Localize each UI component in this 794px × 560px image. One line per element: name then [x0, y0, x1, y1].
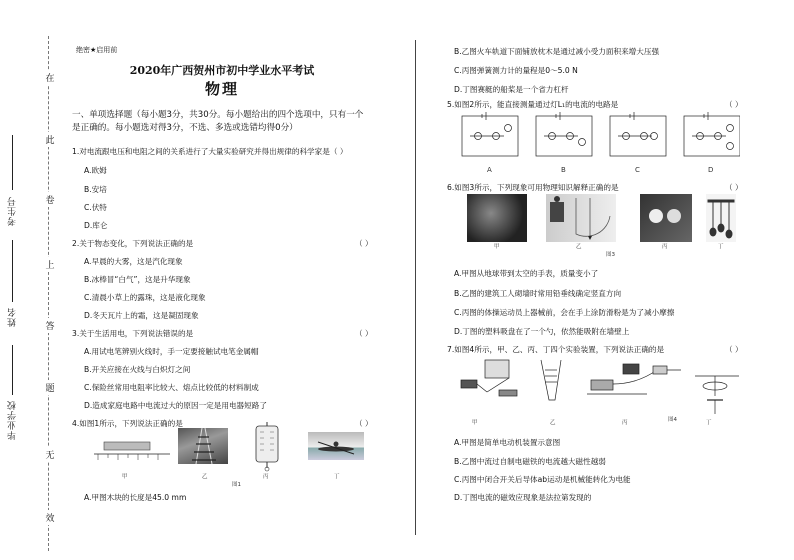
fig4-caption: 图4: [668, 417, 677, 423]
q6-option-b[interactable]: B.乙图的建筑工人砌墙时常用铅垂线确定竖直方向: [454, 289, 622, 298]
fill-line-name[interactable]: [12, 240, 13, 302]
label-school: 毕业学校: [8, 400, 18, 440]
q2-option-d[interactable]: D.冬天瓦片上的霜，这是凝固现象: [84, 311, 199, 320]
q2-option-c[interactable]: C.清晨小草上的露珠，这是液化现象: [84, 293, 206, 302]
q4-option-a[interactable]: A.甲图木块的长度是45.0 mm: [84, 493, 187, 502]
q1-option-b[interactable]: B.安培: [84, 185, 107, 194]
q3-option-a[interactable]: A.用试电笔辨别火线时，手一定要接触试电笔金属帽: [84, 347, 259, 356]
fig1-label-jia: 甲: [122, 474, 128, 480]
q7-option-c[interactable]: C.丙图中闭合开关后导体ab运动是机械能转化为电能: [454, 475, 631, 484]
fig1-label-ding: 丁: [334, 474, 340, 480]
fig1-rowing-photo: [308, 432, 364, 460]
q7-answer-blank[interactable]: （ ）: [725, 345, 743, 354]
q3-option-b[interactable]: B.开关应接在火线与白炽灯之间: [84, 365, 191, 374]
fig1-label-yi: 乙: [202, 474, 208, 480]
q7-stem: 7.如图4所示，甲、乙、丙、丁四个实验装置，下列说法正确的是: [447, 345, 665, 354]
seal-line: [48, 36, 49, 551]
q2-stem: 2.关于物态变化，下列说法正确的是: [72, 239, 194, 248]
fig1-ruler: [92, 430, 172, 470]
q3-option-c[interactable]: C.保险丝常用电阻率比较大、熔点比较低的材料制成: [84, 383, 259, 392]
label-name: 姓名: [8, 307, 18, 327]
fig3-label-yi: 乙: [576, 244, 582, 250]
fill-line-student-id[interactable]: [12, 135, 13, 190]
seal-char: 无: [44, 447, 56, 462]
fig3-label-bing: 丙: [662, 244, 668, 250]
q2-option-b[interactable]: B.冰棒冒“白气”，这是升华现象: [84, 275, 191, 284]
fig2-circuits: [460, 112, 740, 164]
fig4-label-yi: 乙: [550, 420, 556, 426]
q3-answer-blank[interactable]: （ ）: [355, 329, 373, 338]
binding-margin: [0, 0, 64, 560]
seal-char: 上: [44, 257, 56, 272]
q7-option-d[interactable]: D.丁图电流的磁效应现象是法拉第发现的: [454, 493, 592, 502]
q2-answer-blank[interactable]: （ ）: [355, 239, 373, 248]
seal-char: 此: [44, 132, 56, 147]
q4-option-c[interactable]: C.丙图弹簧测力计的量程是0～5.0 N: [454, 66, 578, 75]
q6-answer-blank[interactable]: （ ）: [725, 183, 743, 192]
fig3-plumb-line-photo: [546, 194, 616, 242]
q7-option-a[interactable]: A.甲图是简单电动机装置示意图: [454, 438, 561, 447]
fig1-railway-photo: [178, 428, 228, 464]
seal-char: 效: [44, 510, 56, 525]
column-divider: [415, 40, 416, 535]
q2-option-a[interactable]: A.早晨的大雾，这是汽化现象: [84, 257, 183, 266]
fig3-caption: 图3: [606, 252, 615, 258]
label-student-id: 考生号: [8, 196, 18, 226]
secret-label: 绝密★启用前: [76, 46, 118, 54]
q1-option-c[interactable]: C.伏特: [84, 203, 107, 212]
seal-char: 卷: [44, 192, 56, 207]
fig3-label-ding: 丁: [718, 244, 724, 250]
q5-stem: 5.如图2所示，能直接测量通过灯L₁的电流的电路是: [447, 100, 619, 109]
q7-option-b[interactable]: B.乙图中流过自制电磁铁的电流越大磁性越弱: [454, 457, 606, 466]
q4-option-d[interactable]: D.丁图赛艇的船桨是一个省力杠杆: [454, 85, 569, 94]
fig2-label-b: B: [561, 166, 566, 174]
fig3-astronaut-photo: [467, 194, 527, 242]
fig4-experiments: [457, 356, 742, 418]
fig3-label-jia: 甲: [494, 244, 500, 250]
fig3-gymnast-photo: [640, 194, 692, 242]
q6-option-c[interactable]: C.丙图的体操运动员上器械前，会在手上涂防滑粉是为了减小摩擦: [454, 308, 675, 317]
q1-option-d[interactable]: D.库仑: [84, 221, 108, 230]
fig1-caption: 图1: [232, 482, 241, 488]
fig3-suction-hooks: [706, 194, 736, 242]
fig2-label-a: A: [487, 166, 492, 174]
exam-title: 2020年广西贺州市初中学业水平考试: [129, 64, 315, 77]
seal-char: 题: [44, 380, 56, 395]
fig4-label-ding: 丁: [706, 420, 712, 426]
q3-stem: 3.关于生活用电，下列说法错误的是: [72, 329, 194, 338]
fig1-label-bing: 丙: [263, 474, 269, 480]
subject-title: 物理: [204, 80, 239, 98]
q6-option-a[interactable]: A.甲图从地球带到太空的手表，质量变小了: [454, 269, 599, 278]
q4-answer-blank[interactable]: （ ）: [355, 419, 373, 428]
q6-option-d[interactable]: D.丁图的塑料吸盘在了一个勺，依然能吸附在墙壁上: [454, 327, 630, 336]
fig4-label-jia: 甲: [472, 420, 478, 426]
q1-stem: 1.对电流跟电压和电阻之间的关系进行了大量实验研究并得出规律的科学家是（ ）: [72, 147, 348, 156]
q4-stem: 4.如图1所示，下列说法正确的是: [72, 419, 183, 428]
section-heading: 一、单项选择题（每小题3分，共30分。每小题给出的四个选项中，只有一个是正确的。每小题选对得3分，不选、多选或选错均得0分）: [72, 110, 364, 133]
q3-option-d[interactable]: D.造成家庭电路中电流过大的原因一定是用电器短路了: [84, 401, 267, 410]
fig2-label-d: D: [708, 166, 714, 174]
q1-option-a[interactable]: A.欧姆: [84, 166, 107, 175]
fill-line-school[interactable]: [12, 345, 13, 395]
fig1-spring-scale: [250, 422, 284, 472]
q4-option-b[interactable]: B.乙图火车轨道下面铺放枕木是通过减小受力面积来增大压强: [454, 47, 660, 56]
seal-char: 在: [44, 70, 56, 85]
fig4-label-bing: 丙: [622, 420, 628, 426]
q6-stem: 6.如图3所示，下列现象可用物理知识解释正确的是: [447, 183, 619, 192]
q5-answer-blank[interactable]: （ ）: [725, 100, 743, 109]
fig2-label-c: C: [635, 166, 640, 174]
seal-char: 答: [44, 318, 56, 333]
